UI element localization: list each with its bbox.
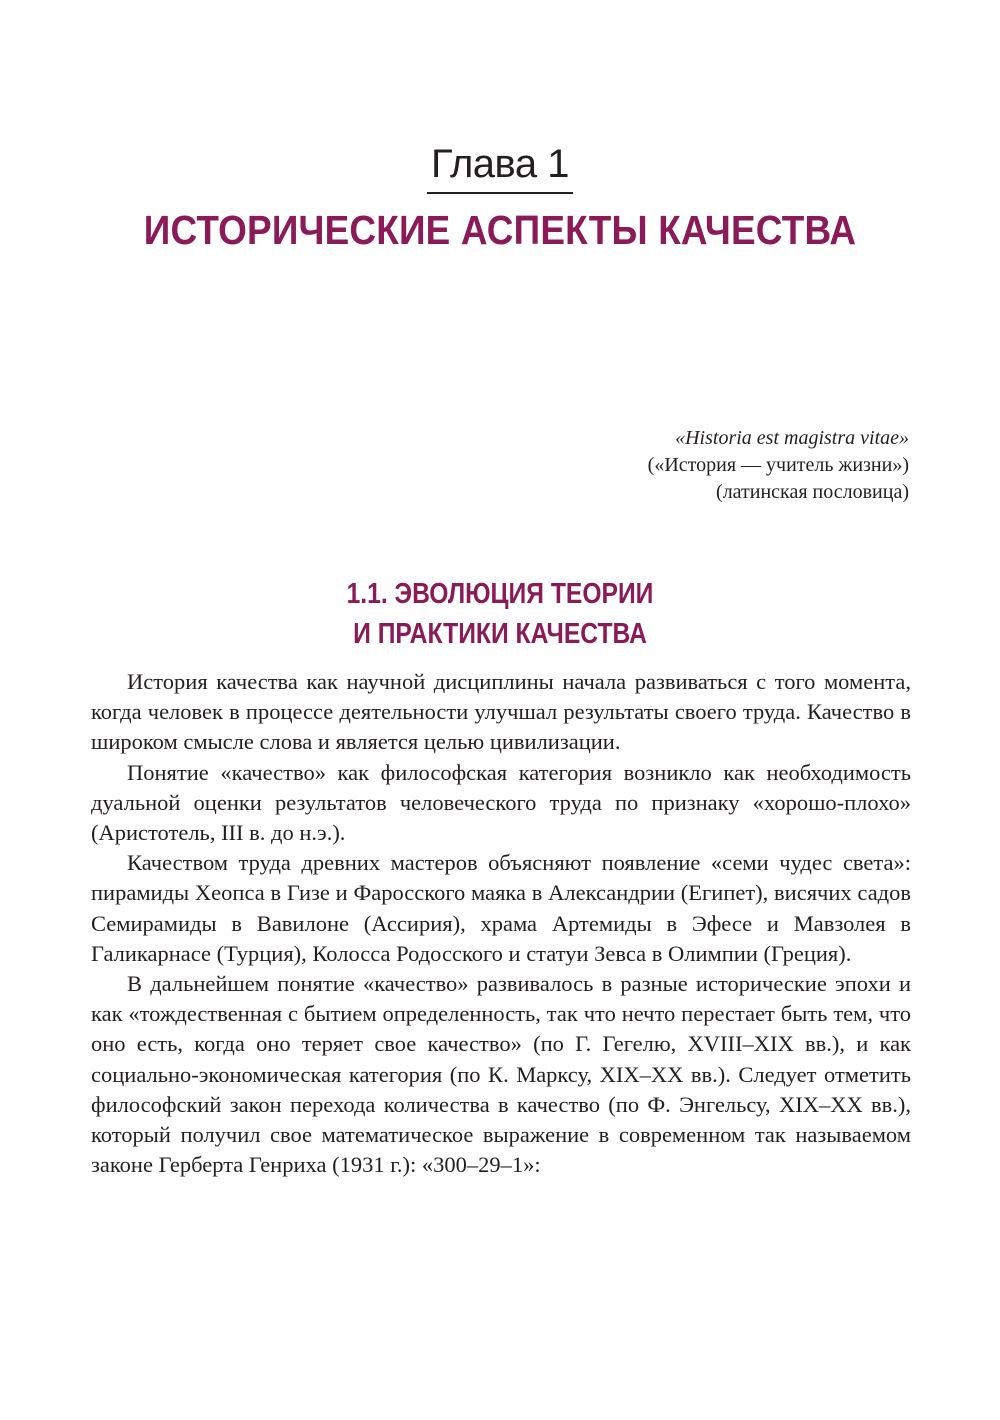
body-text (91, 667, 911, 1180)
paragraph: Понятие «качество» как философская категория возникло как необходимость дуальной оценки результатов человеческого труда по признаку «хорошо-плохо» (Аристотель, III в. до н.э.). (91, 759, 911, 846)
chapter-label (0, 140, 1000, 194)
section-title (75, 574, 925, 654)
paragraph: В дальнейшем понятие «качество» развивалось в разные исторические эпохи и как «тождественная с бытием определенность, так что нечто перестает быть тем, что оно есть, когда оно теряет свое качество» (по Г. Гегелю, XVIII–XIX вв.), и как социально-экономическая категория (по К. Марксу, XIX–XX вв.). Следует отметить философский закон перехода количества в качество (по Ф. Энгельсу, XIX–XX вв.), который получил свое математическое выражение в современном так называемом законе Герберта Генриха (1931 г.): «300–29–1»: (91, 971, 911, 1178)
section-title-line1: 1.1. ЭВОЛЮЦИЯ ТЕОРИИ (346, 578, 654, 610)
paragraph: История качества как научной дисциплины начала развиваться с того момента, когда человек в процессе деятельности улучшал результаты своего труда. Качество в широком смысле слова и является целью цивилизации. (91, 669, 911, 755)
epigraph (409, 425, 909, 506)
epigraph-latin: «Historia est magistra vitae» (675, 427, 909, 449)
chapter-label-text: Глава 1 (427, 140, 573, 194)
epigraph-translation: («История — учитель жизни») (647, 454, 909, 476)
chapter-title: ИСТОРИЧЕСКИЕ АСПЕКТЫ КАЧЕСТВА (143, 207, 857, 253)
section-title-line2: И ПРАКТИКИ КАЧЕСТВА (353, 618, 647, 650)
epigraph-source: (латинская пословица) (716, 481, 909, 503)
paragraph: Качеством труда древних мастеров объясняют появление «семи чудес света»: пирамиды Хеопса в Гизе и Фаросского маяка в Александрии (Египет), висячих садов Семирамиды в Вавилоне (Ассирия), храма Артемиды в Эфесе и Мавзолея в Галикарнасе (Турция), Колосса Родосского и статуи Зевса в Олимпии (Греция). (91, 850, 911, 966)
